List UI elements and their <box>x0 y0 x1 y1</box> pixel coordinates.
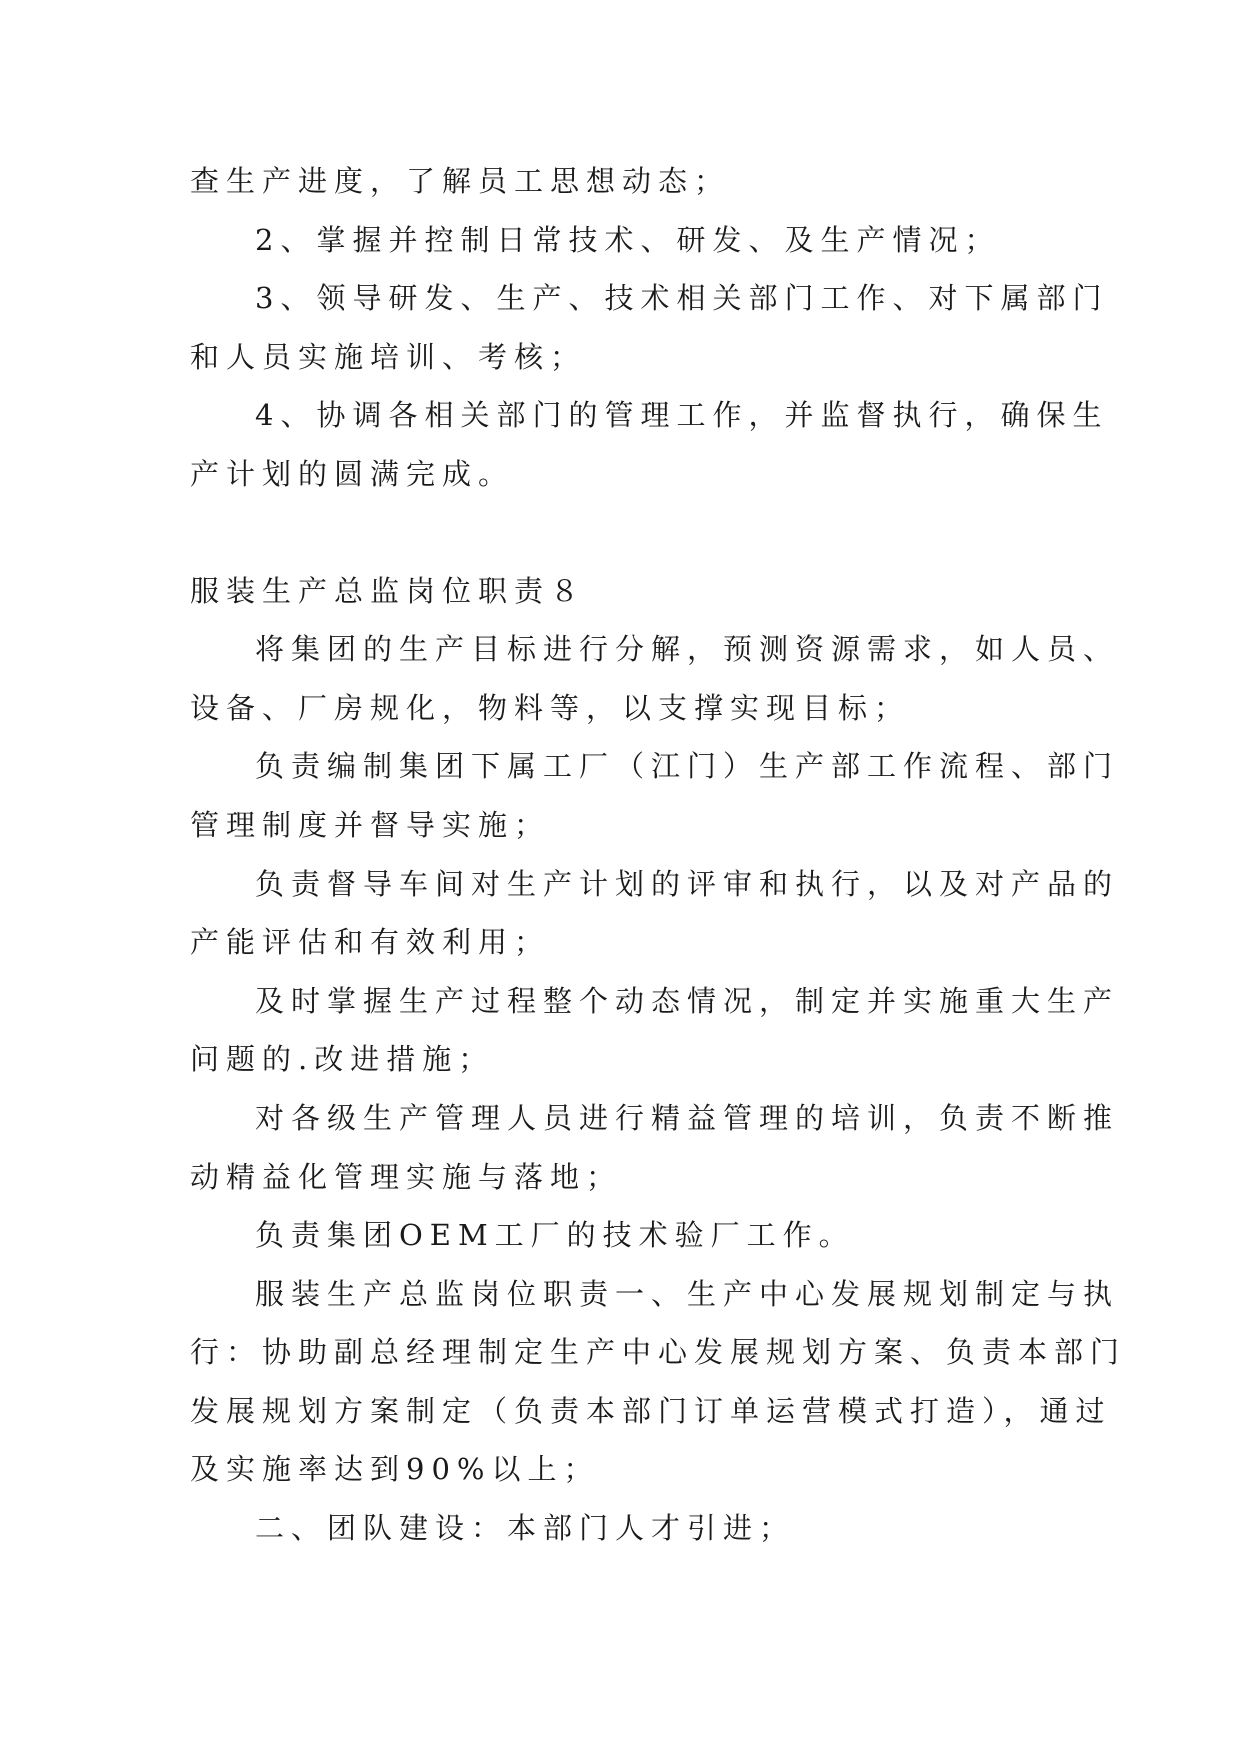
paragraph-line: 二、团队建设：本部门人才引进； <box>255 1511 796 1546</box>
paragraph-line: 负责集团OEM工厂的技术验厂工作。 <box>255 1218 855 1253</box>
section-spacer <box>190 504 1050 562</box>
paragraph-line: 对各级生产管理人员进行精益管理的培训，负责不断推 <box>255 1100 1120 1135</box>
paragraph-line: 发展规划方案制定（负责本部门订单运营模式打造），通过 <box>190 1393 1112 1428</box>
paragraph-line: 动精益化管理实施与落地； <box>190 1159 623 1194</box>
paragraph-line: 设备、厂房规化，物料等，以支撑实现目标； <box>190 690 911 725</box>
paragraph-line: 2、掌握并控制日常技术、研发、及生产情况； <box>255 222 1001 257</box>
paragraph-line: 将集团的生产目标进行分解，预测资源需求，如人员、 <box>255 632 1120 667</box>
document-body <box>190 152 1127 1558</box>
paragraph-line: 3、领导研发、生产、技术相关部门工作、对下属部门 <box>255 281 1109 316</box>
paragraph-line: 负责督导车间对生产计划的评审和执行，以及对产品的 <box>255 866 1120 901</box>
paragraph-line: 负责编制集团下属工厂（江门）生产部工作流程、部门 <box>255 749 1120 784</box>
paragraph-line: 和人员实施培训、考核； <box>190 339 587 374</box>
section-heading: 服装生产总监岗位职责８ <box>190 573 587 608</box>
paragraph-line: 行：协助副总经理制定生产中心发展规划方案、负责本部门 <box>190 1335 1127 1370</box>
paragraph-line: 及时掌握生产过程整个动态情况，制定并实施重大生产 <box>255 983 1120 1018</box>
paragraph-line: 服装生产总监岗位职责一、生产中心发展规划制定与执 <box>255 1276 1120 1311</box>
paragraph-line: 查生产进度，了解员工思想动态； <box>190 164 731 198</box>
paragraph-line: 产能评估和有效利用； <box>190 925 551 960</box>
paragraph-line: 管理制度并督导实施； <box>190 807 551 842</box>
paragraph-line: 及实施率达到90%以上； <box>190 1452 600 1487</box>
paragraph-line: 4、协调各相关部门的管理工作，并监督执行，确保生 <box>255 398 1109 433</box>
paragraph-line: 问题的.改进措施； <box>190 1042 495 1077</box>
paragraph-line: 产计划的圆满完成。 <box>190 456 515 491</box>
